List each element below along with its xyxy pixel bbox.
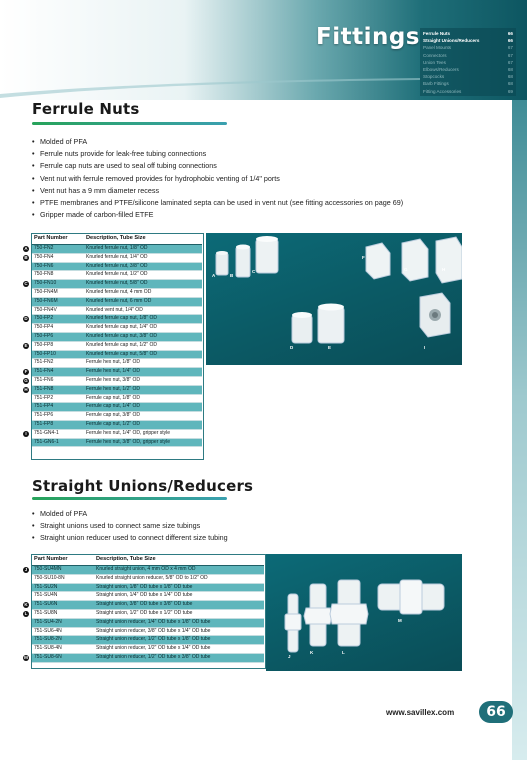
bullet-dot: • <box>32 161 35 171</box>
photo-callout-label: B <box>230 273 234 278</box>
table-row <box>32 245 202 254</box>
toc-item-label: Fitting Accessories <box>423 88 462 94</box>
description-cell: Knurled vent nut, 1/4" OD <box>84 306 202 315</box>
row-callout-marker: B <box>24 254 28 260</box>
table-row <box>32 368 202 377</box>
toc-item-label: Straight Unions/Reducers <box>423 38 480 44</box>
table-row <box>32 394 202 403</box>
bullet-text: PTFE membranes and PTFE/silicone laminated septa can be used in vent nut (see fitting accessories on page 69) <box>40 197 404 207</box>
col-header-part-number: Part Number <box>32 234 84 245</box>
unions-parts-table <box>32 555 264 663</box>
description-cell: Knurled ferrule nut, 5/8" OD <box>84 280 202 289</box>
photo-callout-label: D <box>290 345 294 350</box>
table-row <box>32 306 202 315</box>
photo-callout-label: M <box>398 618 402 623</box>
bullet-item <box>32 160 403 172</box>
table-row <box>32 332 202 341</box>
table-row <box>32 645 264 654</box>
page-header <box>0 0 527 100</box>
part-number-cell: 751-FP4 <box>32 403 84 412</box>
toc-item-page: 68 <box>507 74 513 80</box>
photo-callout-label: A <box>212 273 216 278</box>
description-cell: Straight union reducer, 1/2" OD tube x 1/4" OD tube <box>94 645 264 654</box>
part-number-cell: 751-FN6 <box>32 376 84 385</box>
table-row <box>32 253 202 262</box>
bullet-item <box>32 508 228 520</box>
table-row <box>32 592 264 601</box>
part-number-cell: 750-FN2 <box>32 245 84 254</box>
row-callout-marker: G <box>24 378 28 383</box>
part-number-cell: 751-FN2 <box>32 359 84 368</box>
description-cell: Ferrule cap nut, 1/4" OD <box>84 403 202 412</box>
bullet-dot: • <box>32 197 35 207</box>
table-row <box>32 297 202 306</box>
part-number-cell: 750-SU4MN <box>32 566 94 575</box>
part-number-cell: 750-FP4 <box>32 324 84 333</box>
bullet-item <box>32 520 228 532</box>
description-cell: Ferrule cap nut, 1/2" OD <box>84 420 202 429</box>
table-row <box>32 583 264 592</box>
bullet-dot: • <box>32 149 35 159</box>
toc-item-page: 66 <box>507 38 513 44</box>
description-cell: Ferrule cap nut, 3/8" OD <box>84 412 202 421</box>
description-cell: Knurled ferrule cap nut, 3/8" OD <box>84 332 202 341</box>
table-row <box>32 574 264 583</box>
toc-item-label: Stopcocks <box>423 74 445 80</box>
description-cell: Knurled ferrule nut, 1/8" OD <box>84 245 202 254</box>
bullet-item <box>32 532 228 544</box>
description-cell: Straight union reducer, 1/2" OD tube x 1/8" OD tube <box>94 636 264 645</box>
description-cell: Straight union, 1/8" OD tube x 1/8" OD tube <box>94 583 264 592</box>
part-number-cell: 751-FN8 <box>32 385 84 394</box>
bullet-item <box>32 209 403 221</box>
bullet-text: Straight union reducer used to connect different size tubing <box>40 533 228 543</box>
part-number-cell: 751-GN4-1 <box>32 429 84 438</box>
header-swoosh-decoration <box>0 78 420 100</box>
row-callout-marker: K <box>24 602 28 608</box>
description-cell: Straight union, 1/4" OD tube x 1/4" OD tube <box>94 592 264 601</box>
table-row <box>32 288 202 297</box>
part-number-cell: 750-SU10-8N <box>32 574 94 583</box>
description-cell: Ferrule hex nut, 3/8" OD <box>84 376 202 385</box>
bullet-text: Gripper made of carbon-filled ETFE <box>40 210 154 220</box>
table-row <box>32 627 264 636</box>
bullet-text: Ferrule cap nuts are used to seal off tubing connections <box>40 161 217 171</box>
page-number-badge: 66 <box>479 701 513 723</box>
photo-callout-label: L <box>342 650 345 655</box>
ferrule-title-underline <box>32 122 227 125</box>
table-row <box>32 271 202 280</box>
table-row <box>32 566 264 575</box>
description-cell: Ferrule hex nut, 1/4" OD <box>84 368 202 377</box>
toc-item-label: Union Tees <box>423 59 446 65</box>
footer-website-url[interactable]: www.savillex.com <box>386 708 455 717</box>
bullet-dot: • <box>32 533 35 543</box>
part-number-cell: 750-FP8 <box>32 341 84 350</box>
part-number-cell: 750-FN8 <box>32 271 84 280</box>
part-number-cell: 751-FP6 <box>32 412 84 421</box>
bullet-dot: • <box>32 137 35 146</box>
part-number-cell: 750-FN6 <box>32 262 84 271</box>
table-row <box>32 324 202 333</box>
row-callout-marker: F <box>24 369 28 375</box>
table-row <box>32 429 202 438</box>
description-cell: Knurled ferrule nut, 1/4" OD <box>84 253 202 262</box>
part-number-cell: 751-SU8-2N <box>32 636 94 645</box>
toc-item-page: 67 <box>507 52 513 58</box>
unions-section-title: Straight Unions/Reducers <box>32 477 254 495</box>
part-number-cell: 751-SU6N <box>32 601 94 610</box>
bullet-dot: • <box>32 509 35 518</box>
row-callout-marker: J <box>24 567 28 572</box>
part-number-cell: 750-FN4 <box>32 253 84 262</box>
description-cell: Straight union, 1/2" OD tube x 1/2" OD tube <box>94 609 264 618</box>
straight-unions-illustration <box>266 554 462 671</box>
table-row <box>32 315 202 324</box>
toc-item[interactable] <box>423 60 513 66</box>
bullet-dot: • <box>32 210 35 220</box>
description-cell: Straight union, 3/8" OD tube x 3/8" OD tube <box>94 601 264 610</box>
toc-item-page: 69 <box>507 88 513 94</box>
photo-callout-label: C <box>252 269 256 274</box>
bullet-text: Molded of PFA <box>40 509 88 518</box>
description-cell: Knurled ferrule cap nut, 1/2" OD <box>84 341 202 350</box>
table-row <box>32 403 202 412</box>
ferrule-parts-table <box>32 234 202 447</box>
photo-callout-label: E <box>328 345 332 350</box>
part-number-cell: 750-FN4V <box>32 306 84 315</box>
row-callout-marker: E <box>24 342 28 348</box>
row-callout-marker: H <box>24 386 28 392</box>
bullet-dot: • <box>32 521 35 531</box>
toc-item[interactable] <box>423 74 513 80</box>
toc-item-page: 67 <box>507 59 513 65</box>
toc-item-label: Elbows/Reducers <box>423 67 459 72</box>
bullet-item <box>32 197 403 209</box>
part-number-cell: 750-FP2 <box>32 315 84 324</box>
row-callout-marker: L <box>24 611 28 616</box>
table-row <box>32 359 202 368</box>
description-cell: Knurled ferrule nut, 4 mm OD <box>84 288 202 297</box>
col-header-description: Description, Tube Size <box>94 555 264 566</box>
part-number-cell: 751-SU8-4N <box>32 645 94 654</box>
toc-item-page: 66 <box>507 31 513 36</box>
description-cell: Ferrule hex nut, 1/2" OD <box>84 385 202 394</box>
ferrule-bullet-list <box>32 136 403 221</box>
description-cell: Knurled ferrule nut, 6 mm OD <box>84 297 202 306</box>
part-number-cell: 751-SU8N <box>32 609 94 618</box>
table-row <box>32 609 264 618</box>
part-number-cell: 751-GN6-1 <box>32 438 84 447</box>
description-cell: Knurled ferrule cap nut, 1/8" OD <box>84 315 202 324</box>
unions-title-underline <box>32 497 227 500</box>
part-number-cell: 751-SU4N <box>32 592 94 601</box>
unions-bullet-list <box>32 508 228 545</box>
bullet-item <box>32 185 403 197</box>
table-row <box>32 376 202 385</box>
toc-item[interactable] <box>423 89 513 95</box>
part-number-cell: 751-SU8-6N <box>32 653 94 662</box>
bullet-text: Vent nut with ferrule removed provides for hydrophobic venting of 1/4" ports <box>40 173 280 183</box>
table-row <box>32 618 264 627</box>
bullet-item <box>32 173 403 185</box>
table-row <box>32 601 264 610</box>
photo-callout-label: J <box>288 654 291 659</box>
bullet-text: Vent nut has a 9 mm diameter recess <box>40 185 160 195</box>
table-row <box>32 350 202 359</box>
photo-callout-label: K <box>310 650 314 655</box>
description-cell: Knurled straight union, 4 mm OD x 4 mm OD <box>94 566 264 575</box>
row-callout-marker: C <box>24 281 28 287</box>
table-row <box>32 341 202 350</box>
table-row <box>32 653 264 662</box>
row-callout-marker: I <box>23 431 29 437</box>
bullet-dot: • <box>32 185 35 195</box>
description-cell: Knurled ferrule cap nut, 5/8" OD <box>84 350 202 359</box>
table-row <box>32 262 202 271</box>
toc-item[interactable] <box>423 67 513 73</box>
description-cell: Straight union reducer, 1/4" OD tube x 1/8" OD tube <box>94 618 264 627</box>
part-number-cell: 750-FP10 <box>32 350 84 359</box>
part-number-cell: 750-FN10 <box>32 280 84 289</box>
toc-item-page: 67 <box>507 45 513 51</box>
toc-item-page: 68 <box>507 81 513 87</box>
toc-item-label: Barb Fittings <box>423 81 449 87</box>
ferrule-section-title: Ferrule Nuts <box>32 100 140 118</box>
toc-item[interactable] <box>423 53 513 59</box>
description-cell: Ferrule hex nut, 3/8" OD, gripper style <box>84 438 202 447</box>
row-callout-marker: A <box>24 246 28 251</box>
description-cell: Ferrule hex nut, 1/8" OD <box>84 359 202 368</box>
toc-item-label: Connectors <box>423 52 447 58</box>
description-cell: Ferrule cap nut, 1/8" OD <box>84 394 202 403</box>
photo-callout-label: F <box>362 255 365 260</box>
row-callout-marker: D <box>24 316 28 322</box>
toc-item[interactable] <box>423 38 513 44</box>
toc-item[interactable] <box>423 31 513 37</box>
col-header-part-number: Part Number <box>32 555 94 566</box>
toc-item-label: Ferrule Nuts <box>423 31 451 36</box>
toc-item[interactable] <box>423 81 513 87</box>
bullet-item <box>32 148 403 160</box>
col-header-description: Description, Tube Size <box>84 234 202 245</box>
table-row <box>32 420 202 429</box>
table-row <box>32 280 202 289</box>
description-cell: Straight union reducer, 3/8" OD tube x 1/4" OD tube <box>94 627 264 636</box>
bullet-text: Molded of PFA <box>40 137 88 146</box>
ferrule-nuts-product-photo <box>206 233 462 365</box>
toc-item-label: Panel Mounts <box>423 45 452 51</box>
bullet-dot: • <box>32 173 35 183</box>
part-number-cell: 751-FP2 <box>32 394 84 403</box>
table-row <box>32 412 202 421</box>
part-number-cell: 750-FP6 <box>32 332 84 341</box>
section-toc <box>420 28 516 96</box>
part-number-cell: 751-SU2N <box>32 583 94 592</box>
part-number-cell: 751-SU6-4N <box>32 627 94 636</box>
part-number-cell: 750-FN4M <box>32 288 84 297</box>
toc-item-page: 68 <box>507 67 513 72</box>
part-number-cell: 751-FP8 <box>32 420 84 429</box>
part-number-cell: 751-SU4-2N <box>32 618 94 627</box>
description-cell: Knurled ferrule nut, 3/8" OD <box>84 262 202 271</box>
description-cell: Ferrule hex nut, 1/4" OD, gripper style <box>84 429 202 438</box>
photo-callout-label: I <box>424 345 426 350</box>
straight-unions-product-photo <box>266 554 462 671</box>
part-number-cell: 751-FN4 <box>32 368 84 377</box>
description-cell: Knurled ferrule cap nut, 1/4" OD <box>84 324 202 333</box>
photo-callout-label: G <box>404 267 408 272</box>
table-row <box>32 636 264 645</box>
photo-callout-label: H <box>442 267 446 272</box>
table-row <box>32 385 202 394</box>
right-edge-strip <box>512 100 527 760</box>
table-row <box>32 438 202 447</box>
bullet-text: Straight unions used to connect same size tubings <box>40 521 201 531</box>
row-callout-marker: M <box>24 655 28 660</box>
part-number-cell: 750-FN6M <box>32 297 84 306</box>
description-cell: Knurled ferrule nut, 1/2" OD <box>84 271 202 280</box>
bullet-item <box>32 136 403 148</box>
description-cell: Knurled straight union reducer, 5/8" OD to 1/2" OD <box>94 574 264 583</box>
description-cell: Straight union reducer, 1/2" OD tube x 3/8" OD tube <box>94 653 264 662</box>
bullet-text: Ferrule nuts provide for leak-free tubing connections <box>40 149 207 159</box>
page-title: Fittings <box>316 24 420 50</box>
toc-item[interactable] <box>423 45 513 51</box>
